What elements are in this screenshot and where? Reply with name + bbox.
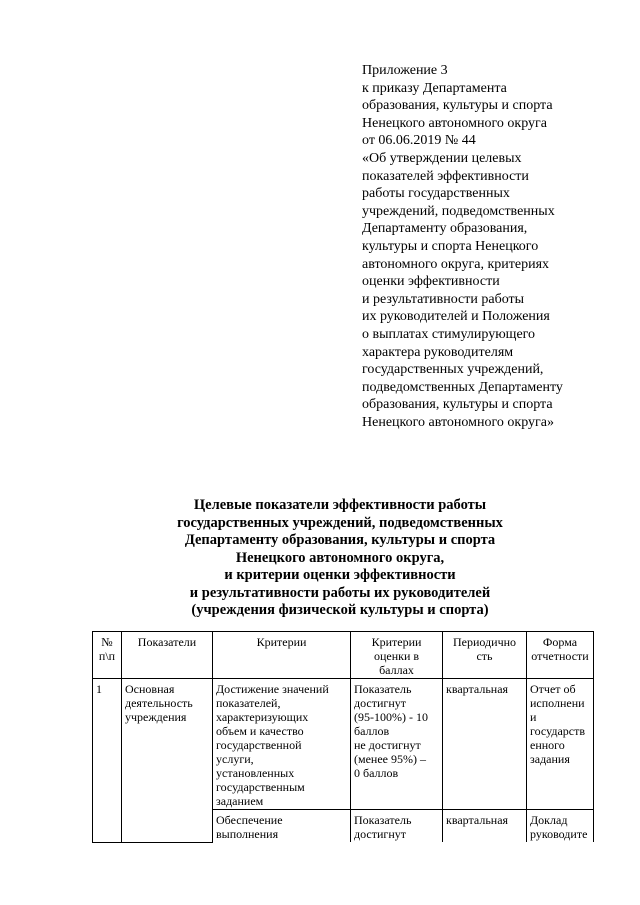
cell-text-line: услуги, [216,752,254,766]
title-line: (учреждения физической культуры и спорта) [191,602,489,618]
cell-text-line: Обеспечение [216,813,283,827]
cell-text-line: Показатели [137,635,197,649]
cell-text-line: руководите [530,827,588,841]
cell-score [351,679,443,810]
cell-text-line: (95-100%) - 10 [354,710,428,724]
cell-text-line: Доклад [530,813,568,827]
cell-text-line: Периодично [452,635,517,649]
cell-text-line: государств [530,724,586,738]
title-line: и результативности работы их руководителей [189,584,491,601]
appendix-line: характера руководителям [362,344,514,360]
cell-text-line: Критерии [371,635,422,649]
appendix-line: Ненецкого автономного округа» [362,414,554,430]
cell-text-line: отчетности [531,649,589,663]
cell-criterion [213,810,351,843]
appendix-line: культуры и спорта Ненецкого [362,238,539,254]
cell-text-line: квартальная [446,682,509,696]
appendix-line: образования, культуры и спорта [362,397,553,413]
indicators-table [92,631,594,843]
appendix-line: подведомственных Департаменту [362,379,563,395]
cell-text-line: не достигнут [354,738,421,752]
cell-text-line: учреждения [125,710,187,724]
cell-text-line: и [530,710,537,724]
header-period [443,632,527,679]
cell-criterion [213,679,351,810]
appendix-line: «Об утверждении целевых [362,150,522,166]
appendix-line: образования, культуры и спорта [362,98,553,114]
header-indicators [122,632,213,679]
appendix-line: от 06.06.2019 № 44 [362,133,476,149]
cell-period [443,679,527,810]
cell-text-line: оценки в [373,649,420,663]
cell-num [93,679,122,843]
cell-text-line: (менее 95%) – [354,752,426,766]
cell-text-line: Отчет об [530,682,576,696]
cell-text-line: баллах [379,663,414,677]
cell-text-line: Достижение значений [216,682,329,696]
cell-text-line: 1 [96,682,102,696]
cell-text-line: объем и качество [216,724,304,738]
cell-text-line: государственным [216,780,305,794]
cell-text-line: Показатель [354,813,412,827]
header-criteria [213,632,351,679]
cell-text-line: Критерии [256,635,307,649]
appendix-header [362,62,632,431]
header-report [527,632,594,679]
appendix-line: Приложение 3 [362,63,448,78]
cell-text-line: установленных [216,766,295,780]
cell-text-line: выполнения [216,827,279,841]
cell-text-line: заданием [216,794,264,808]
appendix-line: Департаменту образования, [362,221,528,237]
appendix-line: государственных учреждений, [362,362,544,378]
cell-text-line: характеризующих [216,710,309,724]
appendix-line: Ненецкого автономного округа [362,115,547,131]
document-title [100,497,580,620]
cell-report [527,810,594,843]
cell-text-line: квартальная [446,813,509,827]
appendix-line: автономного округа, критериях [362,256,550,272]
cell-score [351,810,443,843]
cell-text-line: достигнут [354,827,406,841]
cell-text-line: Основная [125,682,175,696]
title-line: государственных учреждений, подведомственных [177,514,503,531]
cell-period [443,810,527,843]
appendix-line: работы государственных [362,186,510,202]
appendix-line: о выплатах стимулирующего [362,326,536,342]
cell-indicator [122,679,213,843]
cell-text-line: Форма [542,635,578,649]
appendix-line: учреждений, подведомственных [362,203,555,219]
cell-text-line: государственной [216,738,302,752]
cell-text-line: достигнут [354,696,406,710]
title-line: Департаменту образования, культуры и спорта [184,532,496,548]
appendix-line: показателей эффективности [362,168,529,184]
cell-text-line: показателей, [216,696,281,710]
cell-text-line: № [101,635,113,649]
cell-text-line: Показатель [354,682,412,696]
appendix-line: оценки эффективности [362,274,500,290]
cell-text-line: задания [530,752,570,766]
appendix-line: к приказу Департамента [362,80,507,96]
cell-text-line: баллов [354,724,390,738]
appendix-line: их руководителей и Положения [362,309,550,325]
header-num [93,632,122,679]
cell-text-line: п\п [98,649,116,663]
table-row [93,679,594,810]
appendix-line: и результативности работы [362,291,525,307]
title-line: Ненецкого автономного округа, [235,549,445,566]
cell-text-line: деятельность [125,696,193,710]
cell-text-line: 0 баллов [354,766,399,780]
title-line: и критерии оценки эффективности [224,567,456,583]
table-header-row [93,632,594,679]
cell-text-line: енного [530,738,565,752]
cell-text-line: исполнени [530,696,585,710]
cell-text-line: сть [476,649,493,663]
cell-report [527,679,594,810]
header-score [351,632,443,679]
title-line: Целевые показатели эффективности работы [193,497,487,513]
